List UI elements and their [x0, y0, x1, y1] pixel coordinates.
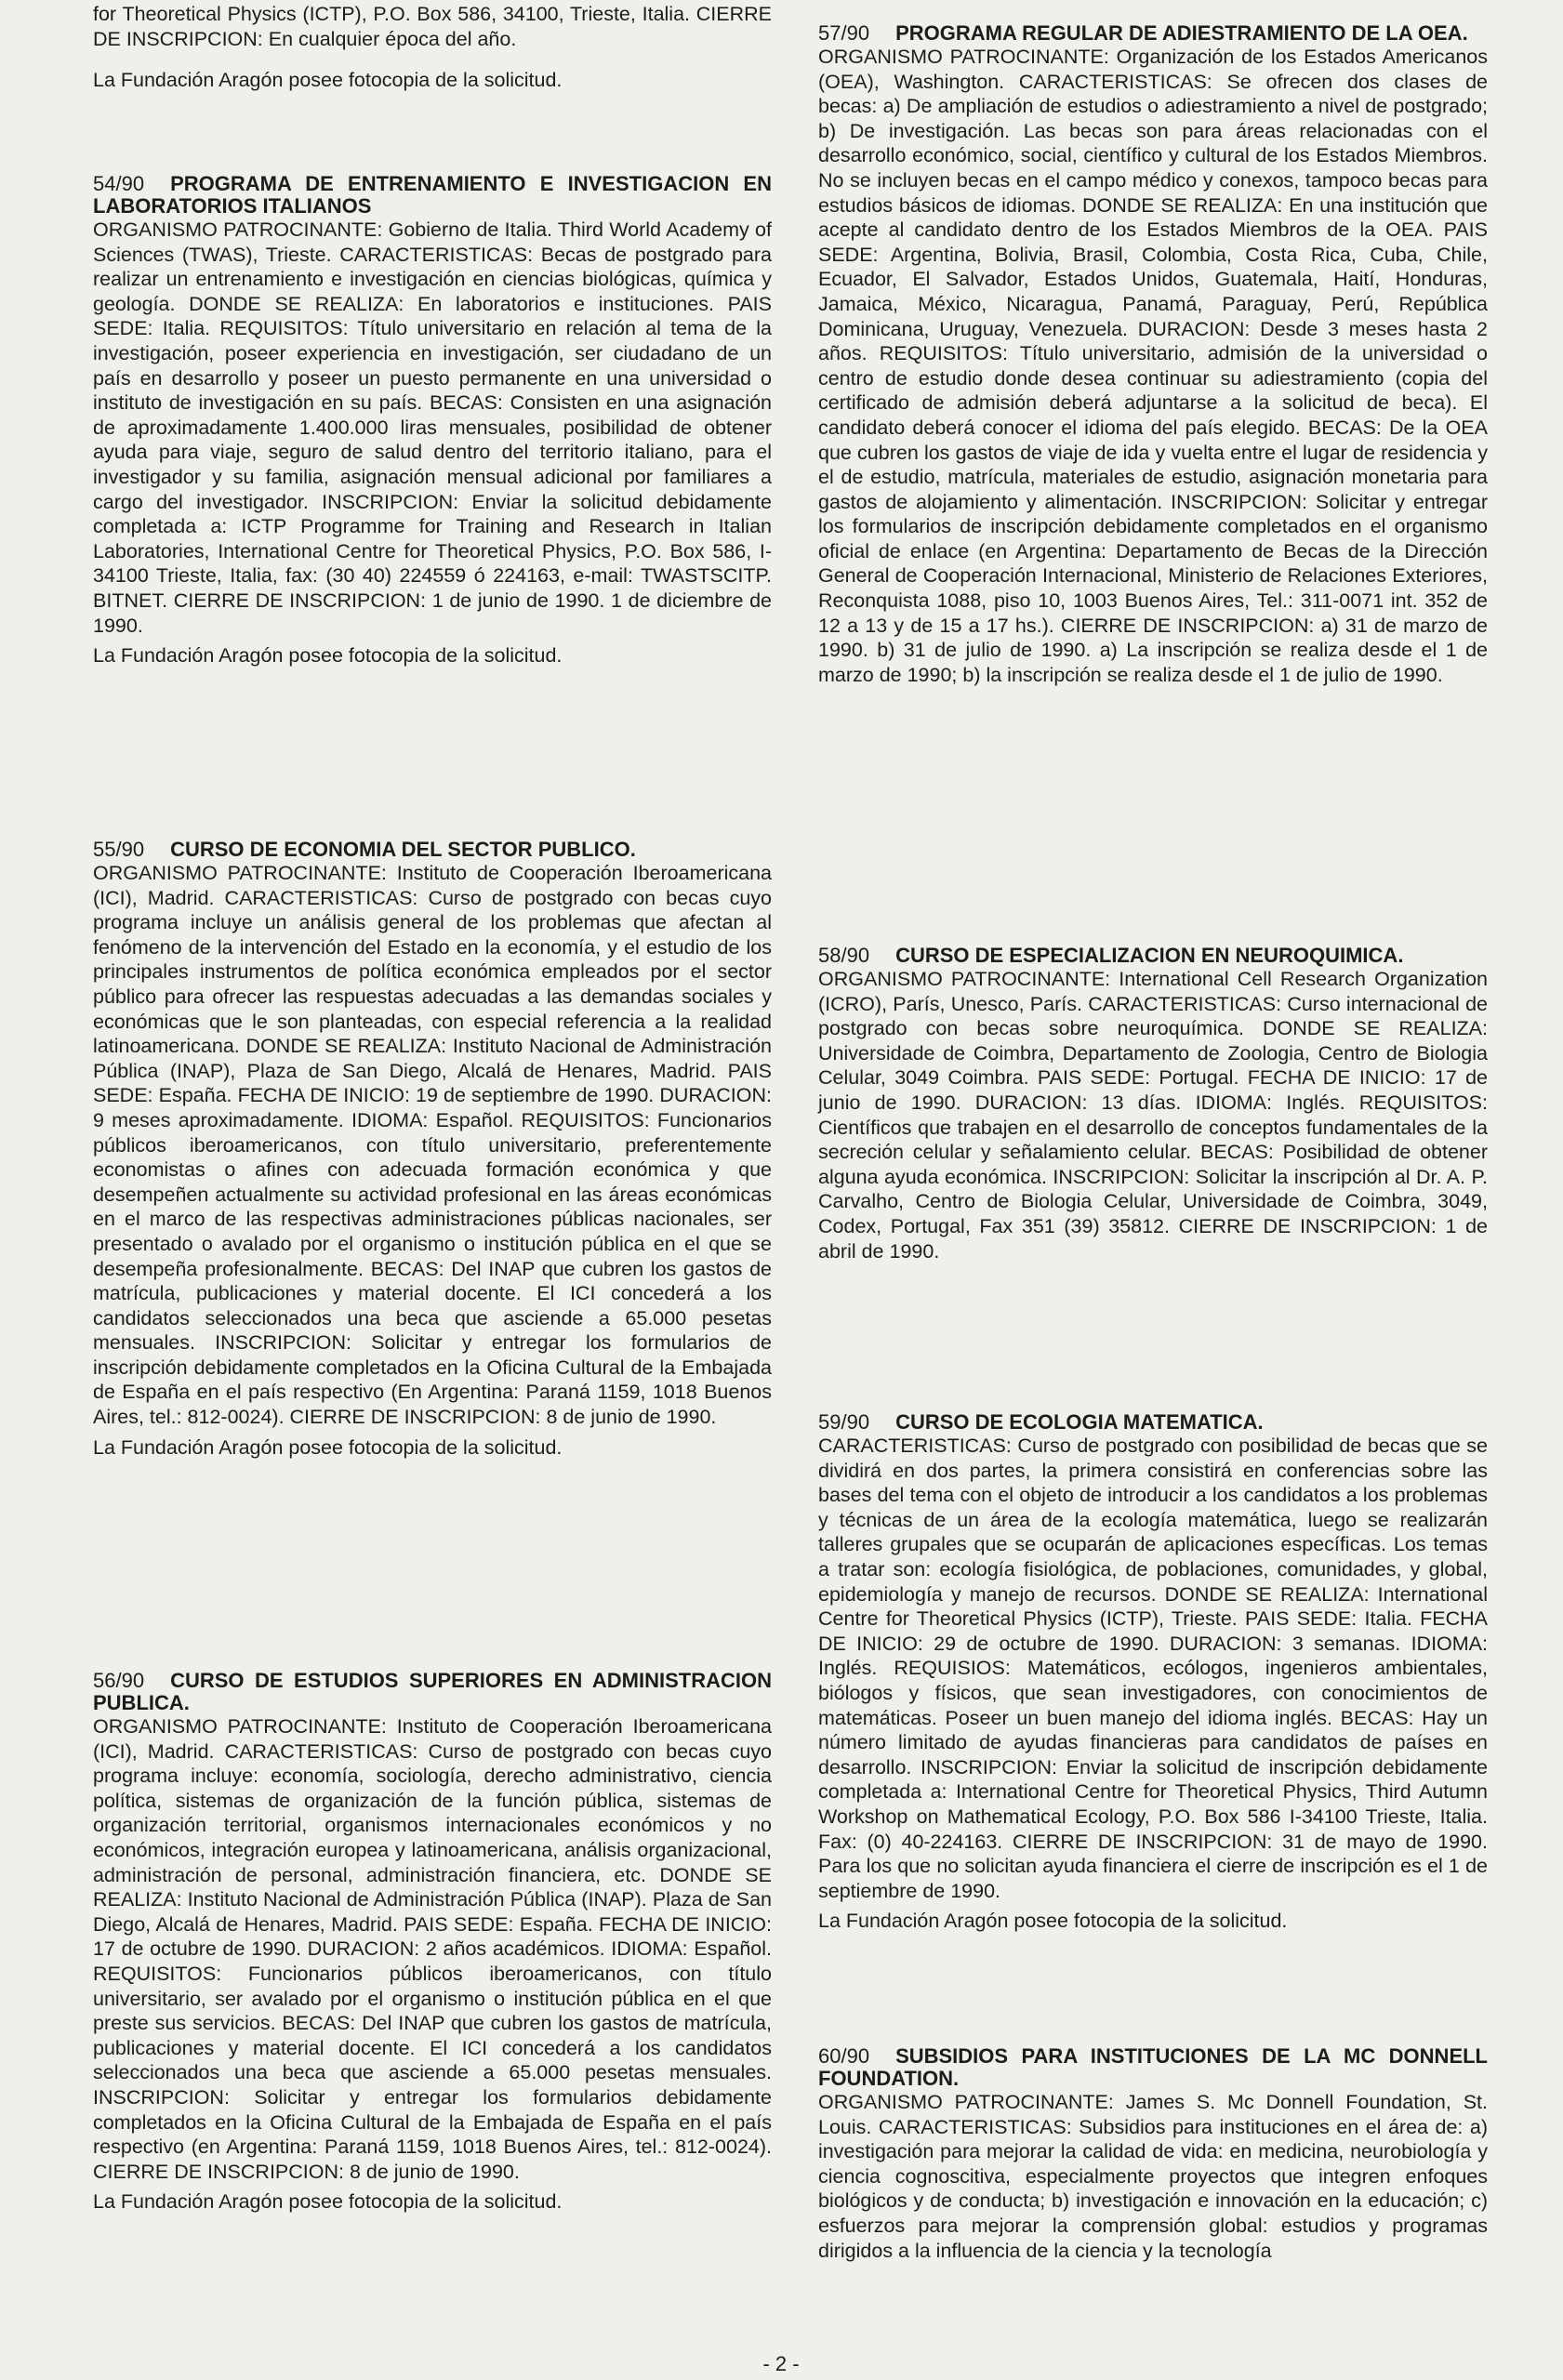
- entry-number: 55/90: [93, 838, 145, 861]
- entry-number: 60/90: [818, 2044, 870, 2068]
- entry-number: 59/90: [818, 1410, 870, 1434]
- entry-54-90: [93, 173, 772, 668]
- entry-56-90: [93, 1670, 772, 2215]
- entry-heading: [93, 173, 772, 218]
- entry-fragment-top: [93, 2, 772, 93]
- entry-body: ORGANISMO PATROCINANTE: Instituto de Cooperación Iberoamericana (ICI), Madrid. CARACTERISTICAS: Curso de postgrado con becas cuyo programa incluye: economía, sociología, derecho administrativo, ciencia política, sistemas de organización de la función pública, sistemas de organización territorial, organismos internacionales económicos y no económicos, integración europea y latinoamericana, análisis organizacional, administración de personal, administración financiera, etc. DONDE SE REALIZA: Instituto Nacional de Administración Pública (INAP). Plaza de San Diego, Alcalá de Henares, Madrid. PAIS SEDE: España. FECHA DE INICIO: 17 de octubre de 1990. DURACION: 2 años académicos. IDIOMA: Español. REQUISITOS: Funcionarios públicos iberoamericanos, con título universitario, ser avalado por el organismo o institución pública en el que preste sus servicios. BECAS: Del INAP que cubren los gastos de matrícula, publicaciones y material docente. El ICI concederá a los candidatos seleccionados una beca que asciende a 65.000 pesetas mensuales. INSCRIPCION: Solicitar y entregar los formularios debidamente completados en la Oficina Cultural de la Embajada de España en el país respectivo (en Argentina: Paraná 1159, 1018 Buenos Aires, tel.: 812-0024). CIERRE DE INSCRIPCION: 8 de junio de 1990.: [93, 1715, 772, 2183]
- entry-55-90: [93, 839, 772, 1460]
- entry-number: 57/90: [818, 21, 870, 45]
- entry-body: ORGANISMO PATROCINANTE: Instituto de Cooperación Iberoamericana (ICI), Madrid. CARACTERISTICAS: Curso de postgrado con becas cuyo programa incluye un análisis general de los problemas que afectan al fenómeno de la intervención del Estado en la economía, y el estudio de los principales instrumentos de política económica empleados por el sector público para ofrecer las respuestas adecuadas a las demandas sociales y económicas que le son planteadas, con especial referencia a la realidad latinoamericana. DONDE SE REALIZA: Instituto Nacional de Administración Pública (INAP), Plaza de San Diego, Alcalá de Henares, Madrid. PAIS SEDE: España. FECHA DE INICIO: 19 de septiembre de 1990. DURACION: 9 meses aproximadamente. IDIOMA: Español. REQUISITOS: Funcionarios públicos iberoamericanos, con título universitario, preferentemente economistas o afines con adecuada formación económica y que desempeñen actualmente su actividad profesional en las áreas económicas en el marco de las respectivas administraciones públicas nacionales, ser presentado o avalado por el organismo o institución pública en el que se desempeña profesionalmente. BECAS: Del INAP que cubren los gastos de matrícula, publicaciones y material docente. El ICI concederá a los candidatos seleccionados una beca que asciende a 65.000 pesetas mensuales. INSCRIPCION: Solicitar y entregar los formularios de inscripción debidamente completados en la Oficina Cultural de la Embajada de España en el país respectivo (En Argentina: Paraná 1159, 1018 Buenos Aires, tel.: 812-0024). CIERRE DE INSCRIPCION: 8 de junio de 1990.: [93, 862, 772, 1429]
- entry-58-90: [818, 945, 1488, 1263]
- entry-59-90: [818, 1411, 1488, 1934]
- entry-title: CURSO DE ESPECIALIZACION EN NEUROQUIMICA.: [895, 944, 1404, 967]
- entry-title: CURSO DE ESTUDIOS SUPERIORES EN ADMINISTRACION PUBLICA.: [93, 1669, 772, 1714]
- entry-title: PROGRAMA REGULAR DE ADIESTRAMIENTO DE LA OEA.: [895, 21, 1468, 45]
- entry-body: ORGANISMO PATROCINANTE: Gobierno de Italia. Third World Academy of Sciences (TWAS), Trieste. CARACTERISTICAS: Becas de postgrado para realizar un entrenamiento e investigación en ciencias biológicas, química y geología. DONDE SE REALIZA: En laboratorios e instituciones. PAIS SEDE: Italia. REQUISITOS: Título universitario en relación al tema de la investigación, poseer experiencia en investigación, ser ciudadano de un país en desarrollo y poseer un puesto permanente en una universidad o instituto de investigación en su país. BECAS: Consisten en una asignación de aproximadamente 1.400.000 liras mensuales, posibilidad de obtener ayuda para viaje, seguro de salud dentro del territorio italiano, para el investigador y su familia, asignación mensual adicional por familiares a cargo del investigador. INSCRIPCION: Enviar la solicitud debidamente completada a: ICTP Programme for Training and Research in Italian Laboratories, International Centre for Theoretical Physics, P.O. Box 586, I-34100 Trieste, Italia, fax: (30 40) 224559 ó 224163, e-mail: TWASTSCITP. BITNET. CIERRE DE INSCRIPCION: 1 de junio de 1990. 1 de diciembre de 1990.: [93, 218, 772, 637]
- entry-number: 56/90: [93, 1669, 145, 1692]
- entry-body: for Theoretical Physics (ICTP), P.O. Box 586, 34100, Trieste, Italia. CIERRE DE INSCRIPCION: En cualquier época del año.: [93, 3, 772, 50]
- entry-heading: [818, 2045, 1488, 2090]
- entry-title: PROGRAMA DE ENTRENAMIENTO E INVESTIGACION EN LABORATORIOS ITALIANOS: [93, 172, 772, 218]
- entry-57-90: [818, 22, 1488, 687]
- entry-title: SUBSIDIOS PARA INSTITUCIONES DE LA MC DONNELL FOUNDATION.: [818, 2044, 1488, 2090]
- entry-body: CARACTERISTICAS: Curso de postgrado con posibilidad de becas que se dividirá en dos partes, la primera consistirá en conferencias sobre las bases del tema con el objeto de introducir a los candidatos a los problemas y técnicas de un área de la ecología matemática, luego se realizarán talleres grupales que se ocuparán de aplicaciones específicas. Los temas a tratar son: ecología fisiológica, de poblaciones, comunidades, y global, epidemiología y manejo de recursos. DONDE SE REALIZA: International Centre for Theoretical Physics (ICTP), Trieste. PAIS SEDE: Italia. FECHA DE INICIO: 29 de octubre de 1990. DURACION: 3 semanas. IDIOMA: Inglés. REQUISIOS: Matemáticos, ecólogos, ingenieros ambientales, biólogos y físicos, que sean investigadores, con conocimientos de matemáticas. Poseer un buen manejo del idioma inglés. BECAS: Hay un número limitado de ayudas financieras para candidatos de países en desarrollo. INSCRIPCION: Enviar la solicitud de inscripción debidamente completada a: International Centre for Theoretical Physics, Third Autumn Workshop on Mathematical Ecology, P.O. Box 586 I-34100 Trieste, Italia. Fax: (0) 40-224163. CIERRE DE INSCRIPCION: 31 de mayo de 1990. Para los que no solicitan ayuda financiera el cierre de inscripción es el 1 de septiembre de 1990.: [818, 1435, 1488, 1902]
- entry-heading: [818, 945, 1488, 967]
- entry-heading: [93, 839, 772, 861]
- entry-heading: [818, 22, 1488, 45]
- entry-body: ORGANISMO PATROCINANTE: James S. Mc Donnell Foundation, St. Louis. CARACTERISTICAS: Subsidios para instituciones en el área de: a) investigación para mejorar la calidad de vida: en medicina, neurobiología y ciencia cognoscitiva, especialmente proyectos que integren enfoques biológicos y de conducta; b) investigación e innovación en la educación; c) esfuerzos para mejorar la comprensión global: estudios y programas dirigidos a la influencia de la ciencia y la tecnología: [818, 2091, 1488, 2262]
- entry-note: La Fundación Aragón posee fotocopia de la solicitud.: [818, 1910, 1288, 1933]
- entry-body: ORGANISMO PATROCINANTE: International Cell Research Organization (ICRO), París, Unesco, París. CARACTERISTICAS: Curso internacional de postgrado con becas sobre neuroquímica. DONDE SE REALIZA: Universidade de Coimbra, Departamento de Zoologia, Centro de Biologia Celular, 3049 Coimbra. PAIS SEDE: Portugal. FECHA DE INICIO: 17 de junio de 1990. DURACION: 13 días. IDIOMA: Inglés. REQUISITOS: Científicos que trabajen en el desarrollo de conceptos fundamentales de la secreción celular y señalamiento celular. BECAS: Posibilidad de obtener alguna ayuda económica. INSCRIPCION: Solicitar la inscripción al Dr. A. P. Carvalho, Centro de Biologia Celular, Universidade de Coimbra, 3049, Codex, Portugal, Fax 351 (39) 35812. CIERRE DE INSCRIPCION: 1 de abril de 1990.: [818, 968, 1488, 1263]
- entry-number: 54/90: [93, 172, 145, 195]
- entry-heading: [818, 1411, 1488, 1434]
- entry-note: La Fundación Aragón posee fotocopia de la solicitud.: [93, 2190, 563, 2214]
- entry-title: CURSO DE ECONOMIA DEL SECTOR PUBLICO.: [170, 838, 636, 861]
- page-number: - 2 -: [762, 2352, 800, 2375]
- entry-number: 58/90: [818, 944, 870, 967]
- entry-body: ORGANISMO PATROCINANTE: Organización de los Estados Americanos (OEA), Washington. CARACTERISTICAS: Se ofrecen dos clases de becas: a) De ampliación de estudios o adiestramiento a nivel de postgrado; b) De investigación. Las becas son para áreas relacionadas con el desarrollo económico, social, científico y cultural de los Estados Miembros. No se incluyen becas en el campo médico y conexos, tampoco becas para estudios básicos de idiomas. DONDE SE REALIZA: En una institución que acepte al candidato dentro de los Estados Miembros de la OEA. PAIS SEDE: Argentina, Bolivia, Brasil, Colombia, Costa Rica, Cuba, Chile, Ecuador, El Salvador, Estados Unidos, Guatemala, Haití, Honduras, Jamaica, México, Nicaragua, Panamá, Paraguay, Perú, República Dominicana, Uruguay, Venezuela. DURACION: Desde 3 meses hasta 2 años. REQUISITOS: Título universitario, admisión de la universidad o centro de estudio donde desea continuar su adiestramiento (copia del certificado de admisión deberá adjuntarse a la solicitud de beca). El candidato deberá conocer el idioma del país elegido. BECAS: De la OEA que cubren los gastos de viaje de ida y vuelta entre el lugar de residencia y el de estudio, matrícula, materiales de estudio, asignación monetaria para gastos de alojamiento y alimentación. INSCRIPCION: Solicitar y entregar los formularios de inscripción debidamente completados en el organismo oficial de enlace (en Argentina: Departamento de Becas de la Dirección General de Cooperación Internacional, Ministerio de Relaciones Exteriores, Reconquista 1088, piso 10, 1003 Buenos Aires, Tel.: 311-0071 int. 352 de 12 a 13 y de 15 a 17 hs.). CIERRE DE INSCRIPCION: a) 31 de marzo de 1990. b) 31 de julio de 1990. a) La inscripción se realiza desde el 1 de marzo de 1990; b) la inscripción se realiza desde el 1 de julio de 1990.: [818, 46, 1488, 686]
- entry-heading: [93, 1670, 772, 1714]
- entry-note: La Fundación Aragón posee fotocopia de la solicitud.: [93, 1435, 563, 1459]
- entry-note: La Fundación Aragón posee fotocopia de la solicitud.: [93, 69, 563, 92]
- entry-60-90: [818, 2045, 1488, 2263]
- entry-note: La Fundación Aragón posee fotocopia de la solicitud.: [93, 644, 563, 668]
- entry-title: CURSO DE ECOLOGIA MATEMATICA.: [895, 1410, 1264, 1434]
